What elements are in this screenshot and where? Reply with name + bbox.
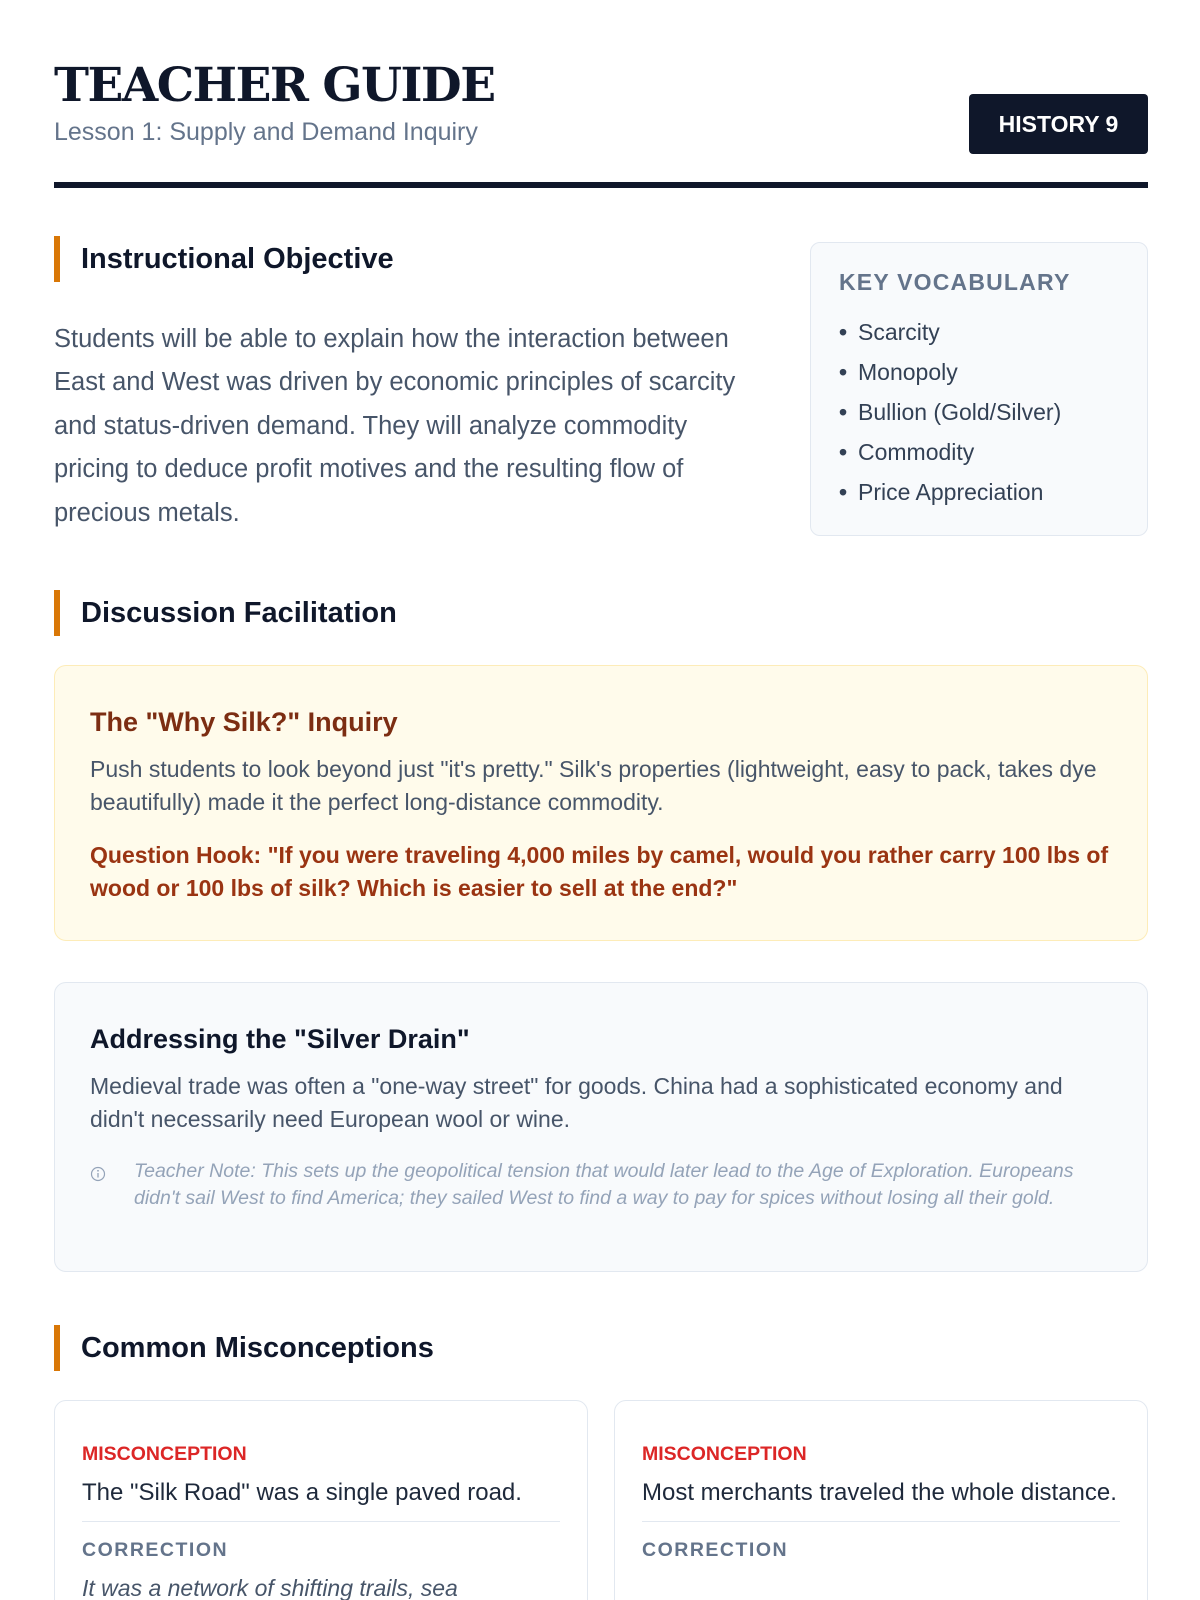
lesson-subtitle: Lesson 1: Supply and Demand Inquiry	[54, 118, 478, 146]
misconception-label: MISCONCEPTION	[642, 1443, 807, 1465]
correction-label: CORRECTION	[642, 1539, 789, 1561]
misconception-label: MISCONCEPTION	[82, 1443, 247, 1465]
vocabulary-item: • Price Appreciation	[839, 479, 1044, 505]
misconception-card	[54, 1400, 588, 1600]
teacher-note	[90, 1158, 1112, 1212]
section-heading-objective: Instructional Objective	[54, 236, 394, 282]
silk-inquiry-card	[54, 665, 1148, 941]
page-header	[54, 0, 1148, 188]
question-hook: Question Hook: "If you were traveling 4,000 miles by camel, would you rather carry 100 lbs of wood or 100 lbs of silk? Which is easier to sell at the end?"	[90, 842, 1109, 901]
bullet-icon: •	[839, 439, 848, 465]
vocabulary-title: KEY VOCABULARY	[839, 269, 1071, 295]
bullet-icon: •	[839, 319, 848, 345]
section-heading-discussion: Discussion Facilitation	[54, 590, 397, 636]
silver-drain-title: Addressing the "Silver Drain"	[90, 1024, 470, 1054]
vocabulary-item: • Monopoly	[839, 359, 958, 385]
bullet-icon: •	[839, 359, 848, 385]
info-circle-icon	[90, 1166, 106, 1182]
teacher-guide-page	[54, 0, 1148, 1600]
page-title: TEACHER GUIDE	[54, 58, 495, 113]
silk-inquiry-body: Push students to look beyond just "it's pretty." Silk's properties (lightweight, easy to pack, takes dye beautifully) made it the perfect long-distance commodity.	[90, 756, 1097, 815]
vocabulary-item: • Commodity	[839, 439, 975, 465]
vocabulary-item: • Scarcity	[839, 319, 940, 345]
subject-badge: HISTORY 9	[969, 94, 1148, 154]
misconception-text: The "Silk Road" was a single paved road.	[82, 1476, 560, 1522]
objective-text: Students will be able to explain how the interaction between East and West was driven by economic principles of scarcity and status-driven demand. They will analyze commodity pricing to deduce profit motives and the resulting flow of precious metals.	[54, 325, 736, 527]
correction-label: CORRECTION	[82, 1539, 229, 1561]
silver-drain-card	[54, 982, 1148, 1272]
vocabulary-item: • Bullion (Gold/Silver)	[839, 399, 1062, 425]
bullet-icon: •	[839, 399, 848, 425]
vocabulary-list	[839, 317, 1147, 517]
bullet-icon: •	[839, 479, 848, 505]
key-vocabulary-box	[810, 242, 1148, 536]
silk-inquiry-title: The "Why Silk?" Inquiry	[90, 707, 398, 737]
misconception-text: Most merchants traveled the whole distance.	[642, 1476, 1120, 1522]
teacher-note-text: Teacher Note: This sets up the geopolitical tension that would later lead to the Age of Exploration. Europeans didn't sail West to find America; they sailed West to find a way to pay for spices without losing all their gold.	[134, 1160, 1074, 1209]
silver-drain-body: Medieval trade was often a "one-way street" for goods. China had a sophisticated economy and didn't necessarily need European wool or wine.	[90, 1073, 1063, 1132]
misconception-card	[614, 1400, 1148, 1600]
correction-text: It was a network of shifting trails, sea	[82, 1575, 458, 1600]
section-heading-misconceptions: Common Misconceptions	[54, 1325, 434, 1371]
